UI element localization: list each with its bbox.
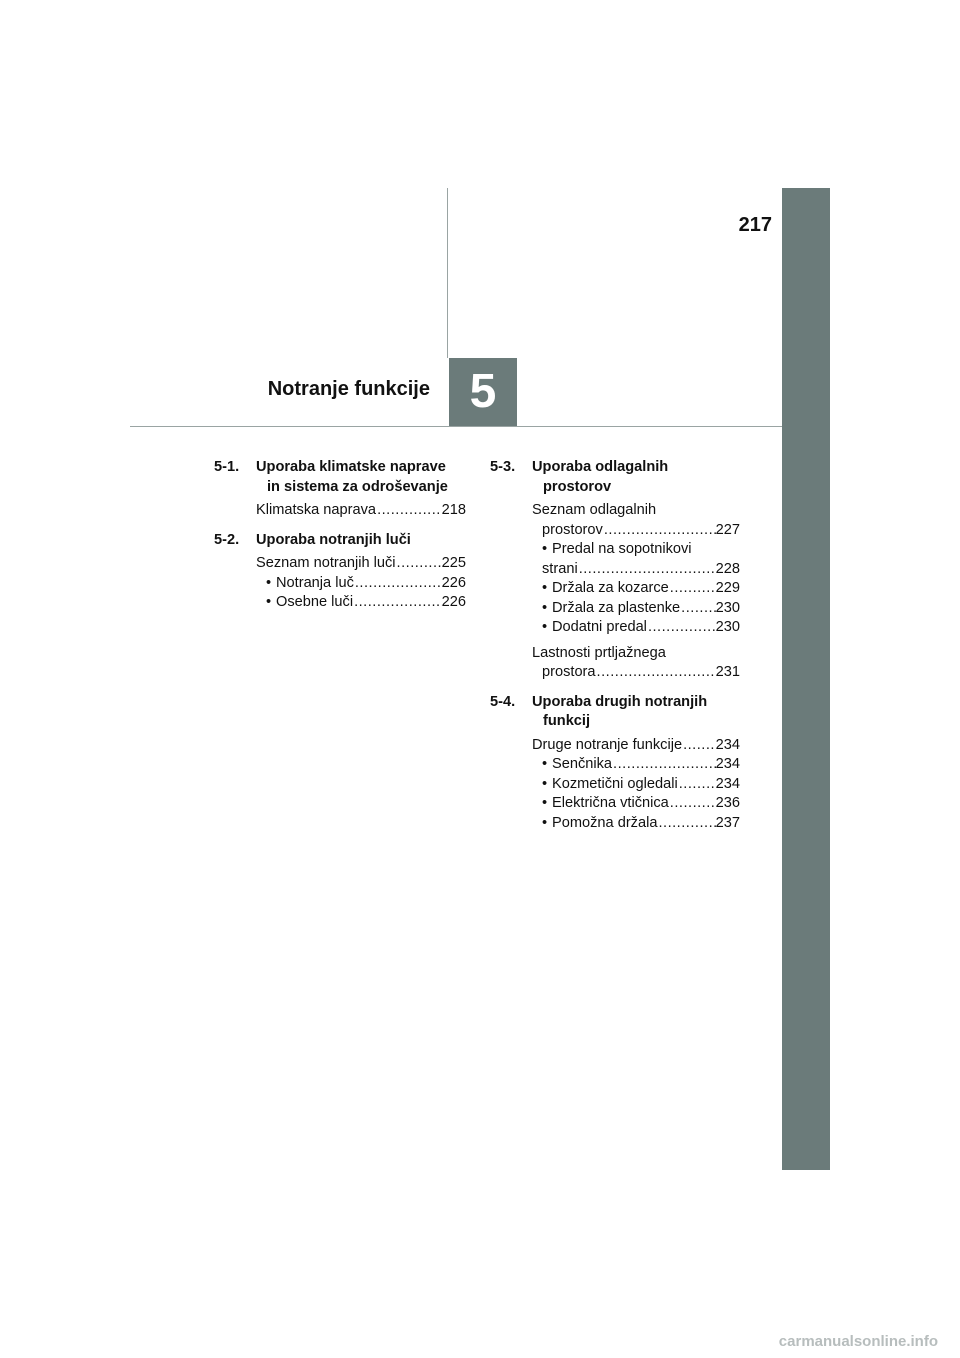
leader-dots xyxy=(680,599,715,619)
entry-page: 234 xyxy=(715,756,740,772)
leader-dots xyxy=(647,618,716,638)
toc-section-5-1 xyxy=(214,458,466,521)
toc-subentry[interactable] xyxy=(542,540,740,579)
section-title-cont: funkcij xyxy=(543,713,591,729)
entry-label: Druge notranje funkcije xyxy=(532,736,683,753)
entry-label: Predal na sopotnikovi xyxy=(552,541,692,557)
toc-subentry[interactable] xyxy=(542,618,740,638)
toc-section-5-3 xyxy=(490,458,740,683)
section-heading[interactable] xyxy=(490,693,740,732)
section-number: 5-4. xyxy=(490,693,516,710)
leader-dots xyxy=(578,560,716,580)
entry-label: Lastnosti prtljažnega xyxy=(532,644,666,661)
bullet: • xyxy=(542,756,548,772)
toc-entry[interactable] xyxy=(532,644,740,683)
entry-label: Seznam odlagalnih xyxy=(532,502,657,518)
toc-subentry[interactable] xyxy=(542,775,740,795)
section-title: Uporaba klimatske naprave xyxy=(256,459,446,475)
leader-dots xyxy=(657,814,715,834)
entry-label: Seznam notranjih luči xyxy=(256,555,396,571)
section-heading[interactable] xyxy=(490,458,740,497)
leader-dots xyxy=(669,579,716,599)
leader-dots xyxy=(596,663,716,683)
toc-right-column xyxy=(490,458,740,839)
entry-page: 225 xyxy=(441,555,466,571)
entry-page: 228 xyxy=(715,560,740,577)
bullet: • xyxy=(542,795,548,811)
section-number: 5-3. xyxy=(490,459,516,475)
entry-label: Električna vtičnica xyxy=(552,795,669,811)
toc-entry[interactable] xyxy=(256,554,466,574)
leader-dots xyxy=(612,755,716,775)
toc-subentry[interactable] xyxy=(542,755,740,775)
bullet: • xyxy=(542,599,548,616)
entry-page: 234 xyxy=(715,775,740,792)
bullet: • xyxy=(542,775,548,792)
leader-dots xyxy=(603,521,716,541)
toc-subentry[interactable] xyxy=(266,574,466,594)
entry-label-cont: strani xyxy=(542,560,578,577)
toc-entry[interactable] xyxy=(532,501,740,540)
entry-label: Dodatni predal xyxy=(552,619,647,635)
entry-page: 230 xyxy=(715,599,740,616)
bullet: • xyxy=(266,574,272,591)
entry-label: Kozmetični ogledali xyxy=(552,775,678,792)
leader-dots xyxy=(669,794,716,814)
section-number: 5-1. xyxy=(214,459,240,475)
entry-label: Osebne luči xyxy=(276,594,354,610)
toc-subentry[interactable] xyxy=(266,593,466,613)
entry-page: 237 xyxy=(715,814,740,831)
entry-page: 230 xyxy=(715,619,740,635)
section-title: Uporaba notranjih luči xyxy=(256,531,411,548)
bullet: • xyxy=(542,580,548,596)
toc-entry[interactable] xyxy=(532,736,740,756)
toc-left-column xyxy=(214,458,466,619)
leader-dots xyxy=(353,593,442,613)
entry-label: Senčnika xyxy=(552,756,613,772)
section-title-cont: in sistema za odroševanje xyxy=(267,478,448,495)
section-number: 5-2. xyxy=(214,531,240,548)
entry-label: Notranja luč xyxy=(276,574,354,591)
section-title: Uporaba drugih notranjih xyxy=(532,693,708,710)
toc-subentry[interactable] xyxy=(542,814,740,834)
toc-entry[interactable] xyxy=(256,501,466,521)
entry-page: 231 xyxy=(715,664,740,680)
vertical-rule xyxy=(447,188,448,358)
entry-label-cont: prostorov xyxy=(542,521,603,538)
entry-page: 227 xyxy=(715,521,740,538)
entry-page: 234 xyxy=(715,736,740,753)
bullet: • xyxy=(266,594,272,610)
leader-dots xyxy=(376,501,442,521)
entry-label-cont: prostora xyxy=(542,664,596,680)
entry-label: Držala za kozarce xyxy=(552,580,669,596)
bullet: • xyxy=(542,619,548,635)
watermark: carmanualsonline.info xyxy=(778,1333,938,1350)
toc-subentry[interactable] xyxy=(542,579,740,599)
entry-label: Pomožna držala xyxy=(552,814,658,831)
section-title: Uporaba odlagalnih xyxy=(532,459,669,475)
toc-subentry[interactable] xyxy=(542,599,740,619)
entry-page: 229 xyxy=(715,580,740,596)
header-rule xyxy=(130,426,782,427)
section-title-cont: prostorov xyxy=(543,478,612,495)
leader-dots xyxy=(678,775,716,795)
section-heading[interactable] xyxy=(214,458,466,497)
entry-page: 226 xyxy=(441,574,466,591)
leader-dots xyxy=(682,736,716,756)
bullet: • xyxy=(542,814,548,831)
entry-page: 236 xyxy=(715,795,740,811)
leader-dots xyxy=(354,574,442,594)
entry-label: Klimatska naprava xyxy=(256,502,377,518)
bullet: • xyxy=(542,541,548,557)
chapter-side-tab xyxy=(782,188,830,1170)
toc-section-5-4 xyxy=(490,693,740,834)
section-heading[interactable] xyxy=(214,531,466,551)
page-number: 217 xyxy=(738,214,772,236)
chapter-number-box: 5 xyxy=(449,358,517,426)
toc-subentry[interactable] xyxy=(542,794,740,814)
entry-page: 226 xyxy=(441,594,466,610)
chapter-title: Notranje funkcije xyxy=(267,378,430,400)
entry-page: 218 xyxy=(441,502,466,518)
entry-label: Držala za plastenke xyxy=(552,599,681,616)
toc-section-5-2 xyxy=(214,531,466,613)
leader-dots xyxy=(396,554,442,574)
